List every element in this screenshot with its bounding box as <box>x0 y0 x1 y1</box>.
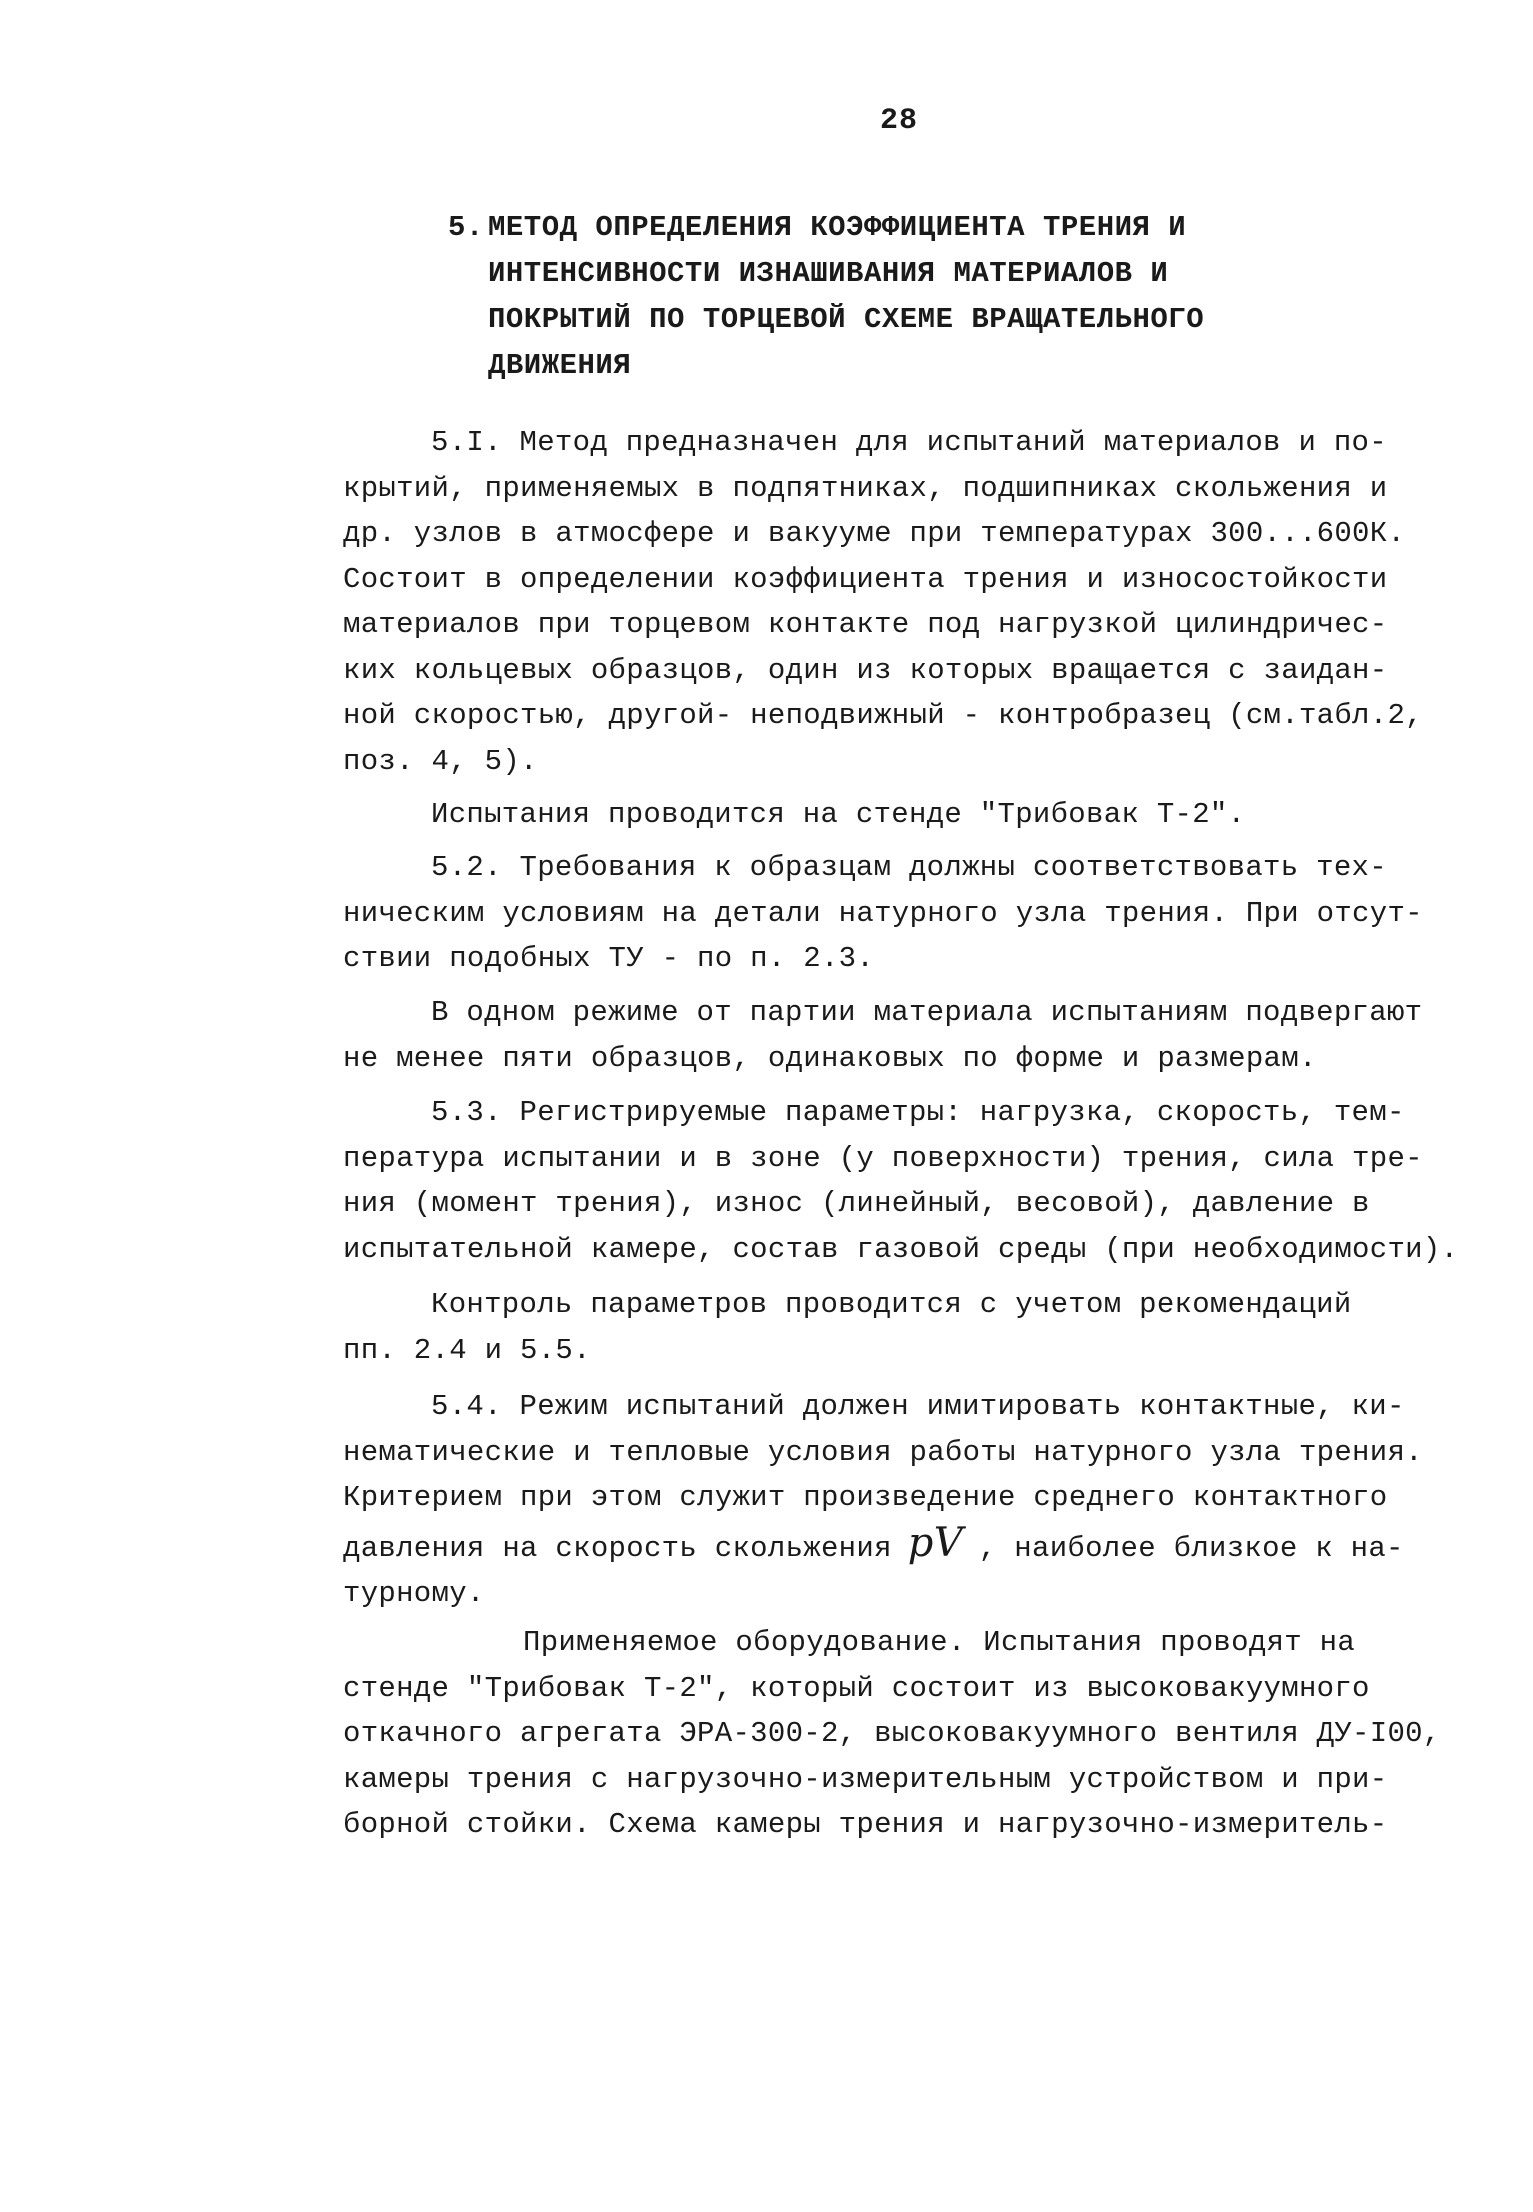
text-line: поз. 4, 5). <box>343 744 538 778</box>
text-line: пп. 2.4 и 5.5. <box>343 1333 591 1367</box>
section-number: 5. <box>448 211 484 244</box>
text-line: Испытания проводится на стенде "Трибовак Т-2". <box>431 798 1246 831</box>
text-line: турному. <box>343 1577 485 1610</box>
text-line: откачного агрегата ЭРА-300-2, высоковакуумного вентиля ДУ-I00, <box>343 1717 1441 1750</box>
paragraph-5-2 <box>343 845 1458 982</box>
page-number: 28 <box>880 104 919 138</box>
text-line: борной стойки. Схема камеры трения и нагрузочно-измеритель- <box>343 1808 1388 1841</box>
heading-line-2: ИНТЕНСИВНОСТИ ИЗНАШИВАНИЯ МАТЕРИАЛОВ И <box>488 257 1169 290</box>
text-line: 5.4. Режим испытаний должен имитировать контактные, ки- <box>431 1390 1405 1423</box>
text-line: камеры трения с нагрузочно-измерительным устройством и при- <box>343 1762 1388 1796</box>
section-heading <box>448 205 1428 389</box>
text-line: ной скоростью, другой- неподвижный - контробразец (см.табл.2, <box>343 699 1423 732</box>
paragraph-control <box>343 1282 1458 1373</box>
paragraph-5-1 <box>343 420 1458 784</box>
paragraph-5-4 <box>343 1384 1458 1617</box>
text-line: др. узлов в атмосфере и вакууме при температурах 300...600К. <box>343 517 1406 550</box>
text-line: пература испытании и в зоне (у поверхности) трения, сила тре- <box>343 1141 1423 1175</box>
text-line: ническим условиям на детали натурного узла трения. При отсут- <box>343 896 1423 930</box>
text-line: 5.2. Требования к образцам должны соответствовать тех- <box>431 851 1387 884</box>
text-line: 5.3. Регистрируемые параметры: нагрузка, скорость, тем- <box>431 1096 1405 1129</box>
text-line: ствии подобных ТУ - по п. 2.3. <box>343 942 875 975</box>
heading-line-4: ДВИЖЕНИЯ <box>488 349 632 382</box>
paragraph-test-stand <box>343 792 1458 838</box>
pv-handwritten-symbol: pV <box>907 1519 963 1566</box>
text-line: Применяемое оборудование. Испытания проводят на <box>523 1626 1356 1659</box>
text-line: Контроль параметров проводится с учетом рекомендаций <box>431 1288 1352 1321</box>
heading-line-3: ПОКРЫТИЙ ПО ТОРЦЕВОЙ СХЕМЕ ВРАЩАТЕЛЬНОГО <box>488 303 1205 336</box>
text-line: ния (момент трения), износ (линейный, весовой), давление в <box>343 1187 1370 1220</box>
text-line: испытательной камере, состав газовой среды (при необходимости). <box>343 1232 1459 1266</box>
paragraph-5-3 <box>343 1090 1458 1272</box>
text-line: крытий, применяемых в подпятниках, подшипниках скольжения и <box>343 471 1388 505</box>
text-line: не менее пяти образцов, одинаковых по форме и размерам. <box>343 1041 1317 1075</box>
text-line: В одном режиме от партии материала испытаниям подвергают <box>431 996 1423 1029</box>
text-line: 5.I. Метод предназначен для испытаний материалов и по- <box>431 426 1387 459</box>
text-line: материалов при торцевом контакте под нагрузкой цилиндричес- <box>343 608 1388 641</box>
text-line: Критерием при этом служит произведение среднего контактного <box>343 1481 1388 1514</box>
text-line: давления на скорость скольжения pV , наиболее близкое к на- <box>343 1519 1404 1566</box>
text-line: Состоит в определении коэффициента трения и износостойкости <box>343 562 1388 596</box>
text-line: ких кольцевых образцов, один из которых вращается с заидан- <box>343 653 1388 687</box>
text-line: стенде "Трибовак Т-2", который состоит из высоковакуумного <box>343 1671 1370 1705</box>
text-line: нематические и тепловые условия работы натурного узла трения. <box>343 1435 1423 1469</box>
paragraph-equipment <box>343 1620 1458 1848</box>
paragraph-samples <box>343 990 1458 1081</box>
heading-line-1: 5. МЕТОД ОПРЕДЕЛЕНИЯ КОЭФФИЦИЕНТА ТРЕНИЯ И <box>448 205 1428 251</box>
